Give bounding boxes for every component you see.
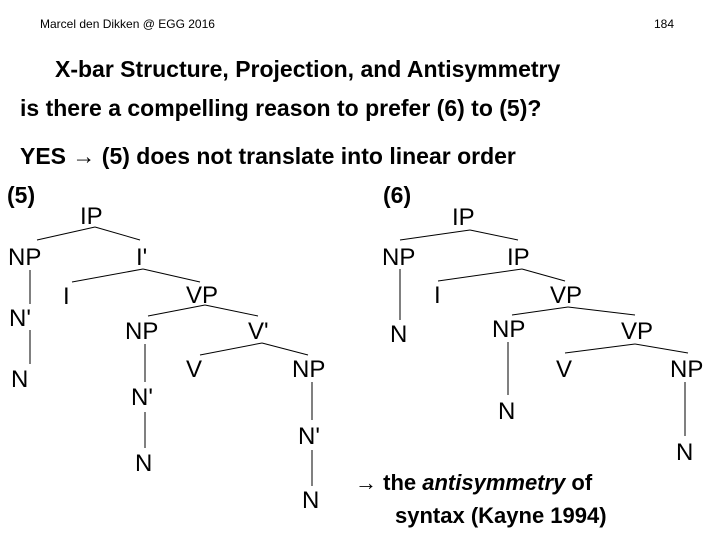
tree5-vp: VP [186, 282, 219, 309]
tree6-v: V [556, 356, 573, 383]
branch-ip-top-ip [470, 230, 518, 240]
tree5-label: (5) [7, 182, 36, 208]
tree5-np: NP [8, 244, 42, 271]
tree5-n2: N [135, 450, 153, 477]
branch-ip-top-np [400, 230, 470, 240]
branch-ibar-vp [143, 269, 200, 282]
tree5-nbar2: N' [131, 384, 153, 411]
header-author: Marcel den Dikken @ EGG 2016 [40, 17, 215, 31]
tree5-n1: N [11, 366, 29, 393]
tree6-n: N [390, 321, 408, 348]
tree6-ip-top: IP [452, 204, 475, 231]
tree5-n3: N [302, 487, 320, 514]
tree5-v: V [186, 356, 203, 383]
tree6-ip: IP [507, 244, 530, 271]
tree6-np: NP [382, 244, 416, 271]
tree6-n3: N [676, 439, 694, 466]
note-italic-term: antisymmetry [422, 470, 566, 495]
tree6-vp-top: VP [550, 282, 583, 309]
branch-vp-np3 [635, 344, 688, 353]
tree6-np3: NP [670, 356, 704, 383]
tree5-np2: NP [125, 318, 159, 345]
question-text: is there a compelling reason to prefer (6) to (5)? [20, 95, 542, 121]
note-rest: of [565, 470, 593, 495]
tree6-i: I [434, 282, 441, 309]
tree5-ip: IP [80, 203, 103, 230]
tree5-nbar3: N' [298, 423, 320, 450]
branch-vp-v [565, 344, 635, 353]
branch-ibar-i [72, 269, 143, 282]
tree6-np2: NP [492, 316, 526, 343]
tree5-i: I [63, 283, 70, 310]
note-citation: syntax (Kayne 1994) [395, 503, 607, 528]
tree6-n2: N [498, 398, 516, 425]
slide-title: X-bar Structure, Projection, and Antisymmetry [55, 56, 561, 82]
tree5-vbar: V' [248, 318, 269, 345]
tree5-ibar: I' [136, 244, 148, 271]
antisymmetry-note [355, 466, 607, 532]
page-number: 184 [654, 17, 675, 31]
tree6-vp: VP [621, 318, 654, 345]
tree5-np3: NP [292, 356, 326, 383]
note-arrow-text: → the [355, 470, 423, 495]
tree5-nbar1: N' [9, 305, 31, 332]
branch-vbar-np [262, 343, 308, 355]
answer-text: YES → (5) does not translate into linear order [20, 143, 516, 169]
tree6-label: (6) [383, 182, 412, 208]
